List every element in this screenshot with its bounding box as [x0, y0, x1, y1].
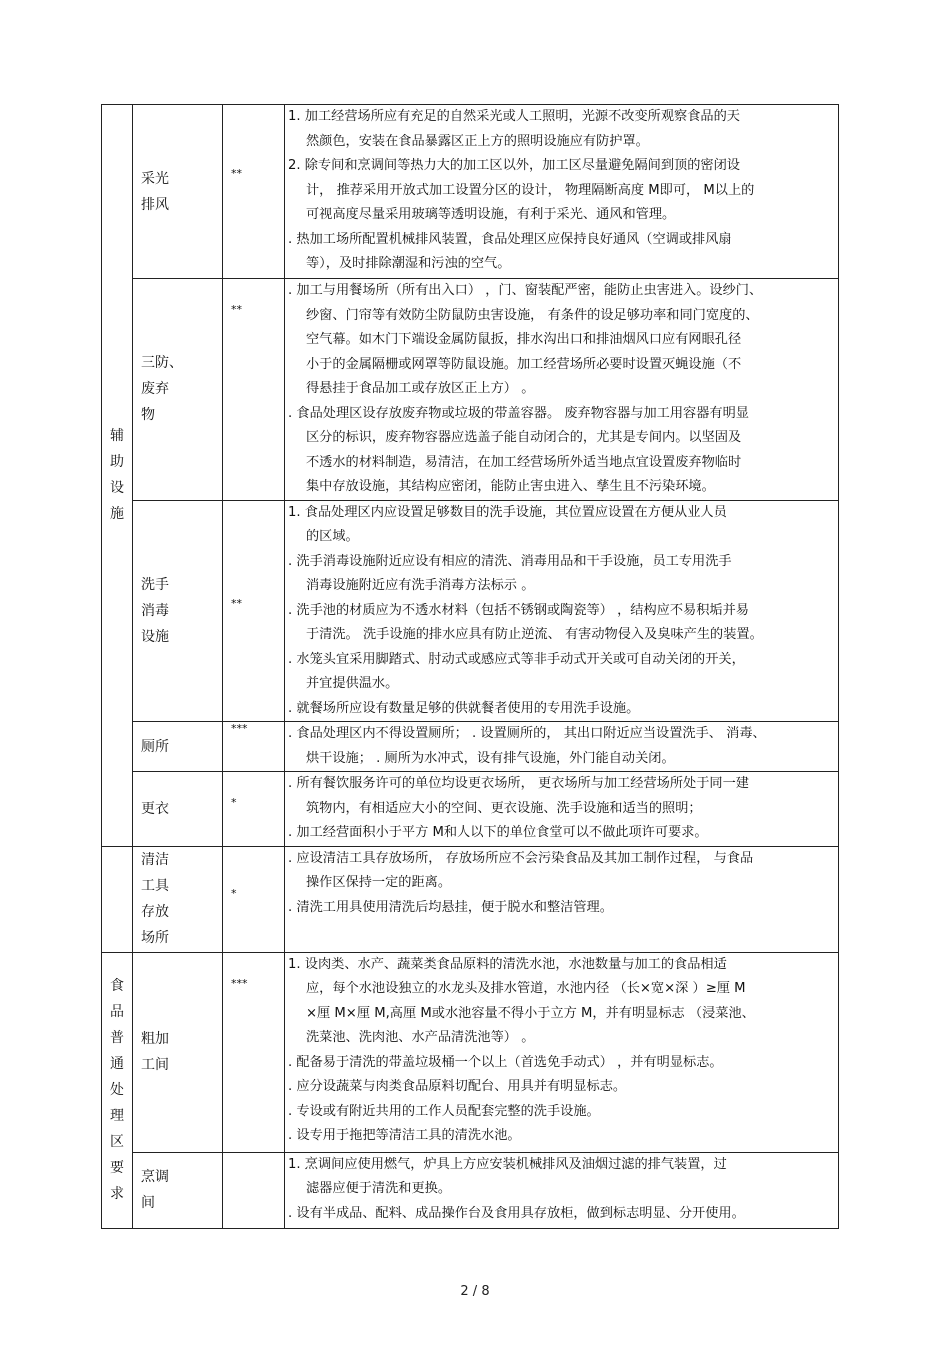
level-stars: * [231, 886, 237, 900]
requirement-line: . 设专用于拖把等清洁工具的清洗水池。 [288, 1128, 521, 1143]
requirement-line: 计， 推荐采用开放式加工设置分区的设计， 物理隔断高度 M即可， M以上的 [306, 182, 755, 198]
requirement-paragraph [285, 599, 834, 648]
level-stars: * [231, 796, 237, 809]
item-name-line: 更衣 [141, 800, 169, 817]
requirement-paragraph [285, 154, 834, 228]
category-char: 食 [110, 978, 124, 994]
requirement-line: 1. 加工经营场所应有充足的自然采光或人工照明，光源不改变所观察食品的天 [288, 109, 740, 124]
item-name-line: 粗加 [141, 1031, 169, 1047]
requirement-line: . 设有半成品、配料、成品操作台及食用具存放柜，做到标志明显、分开使用。 [288, 1205, 745, 1221]
category-char: 普 [110, 1030, 124, 1046]
level-cell [223, 500, 285, 722]
requirement-paragraph [285, 1100, 834, 1125]
requirement-text-cell [285, 952, 839, 1152]
requirement-paragraph [285, 550, 834, 599]
requirement-line: 小于的金属隔栅或网罩等防鼠设施。加工经营场所必要时设置灭蝇设施（不 [306, 356, 742, 372]
requirement-paragraph [285, 648, 834, 697]
item-name-cell [133, 952, 223, 1152]
level-cell [223, 952, 285, 1152]
table-row [102, 772, 839, 847]
requirement-line: 得悬挂于食品加工或存放区正上方） 。 [306, 381, 535, 396]
requirement-paragraph [285, 1075, 834, 1100]
requirement-line: 并宜提供温水。 [306, 676, 399, 691]
requirement-line: 1. 设肉类、水产、蔬菜类食品原料的清洗水池，水池数量与加工的食品相适 [288, 956, 727, 972]
item-name-line: 工间 [141, 1057, 169, 1073]
category-char: 理 [110, 1108, 124, 1124]
requirement-line: 可视高度尽量采用玻璃等透明设施，有利于采光、通风和管理。 [306, 207, 676, 222]
requirement-line: 等），及时排除潮湿和污浊的空气。 [306, 256, 511, 271]
item-name-line: 设施 [141, 628, 169, 645]
requirement-line: 烘干设施； . 厕所为水冲式，设有排气设施，外门能自动关闭。 [306, 750, 675, 766]
requirement-line: . 加工与用餐场所（所有出入口） ，门、窗装配严密，能防止虫害进入。设纱门、 [288, 283, 763, 298]
item-name-cell [133, 279, 223, 501]
requirement-line: . 热加工场所配置机械排风装置，食品处理区应保持良好通风（空调或排风扇 [288, 231, 732, 247]
requirement-line: 的区域。 [306, 529, 359, 544]
requirement-line: 2. 除专间和烹调间等热力大的加工区以外，加工区尽量避免隔间到顶的密闭设 [288, 158, 740, 173]
requirement-line: . 加工经营面积小于平方 M和人以下的单位食堂可以不做此项许可要求。 [288, 825, 708, 840]
requirement-paragraph [285, 1202, 834, 1227]
item-name-line: 三防、 [141, 355, 183, 372]
requirement-line: 区分的标识，废弃物容器应选盖子能自动闭合的，尤其是专间内。以坚固及 [306, 430, 742, 445]
level-stars: ** [231, 596, 242, 610]
requirement-line: . 应分设蔬菜与肉类食品原料切配台、用具并有明显标志。 [288, 1079, 627, 1094]
requirement-line: . 应设清洁工具存放场所， 存放场所应不会污染食品及其加工制作过程， 与食品 [288, 850, 754, 866]
level-stars: ** [231, 303, 242, 316]
requirement-line: . 洗手池的材质应为不透水材料（包括不锈钢或陶瓷等） ，结构应不易积垢并易 [288, 602, 749, 618]
requirement-line: 1. 烹调间应使用燃气，炉具上方应安装机械排风及油烟过滤的排气装置，过 [288, 1156, 727, 1172]
requirement-paragraph [285, 228, 834, 277]
requirement-text-cell [285, 1152, 839, 1228]
item-name-line: 废弃 [141, 381, 169, 398]
level-cell [223, 722, 285, 772]
requirement-line: . 就餐场所应设有数量足够的供就餐者使用的专用洗手设施。 [288, 700, 640, 716]
requirement-line: . 所有餐饮服务许可的单位均设更衣场所， 更衣场所与加工经营场所处于同一建 [288, 776, 749, 791]
item-name-line: 采光 [141, 170, 169, 187]
requirement-text-cell [285, 500, 839, 722]
category-cell [102, 846, 133, 952]
requirements-table [101, 104, 839, 1229]
category-char: 处 [110, 1082, 124, 1098]
item-name-line: 间 [141, 1195, 155, 1211]
requirement-line: . 食品处理区内不得设置厕所； . 设置厕所的， 其出口附近应当设置洗手、 消毒、 [288, 726, 766, 741]
level-stars: ** [231, 167, 242, 180]
item-name-cell [133, 1152, 223, 1228]
table-row [102, 105, 839, 279]
requirement-paragraph [285, 402, 834, 500]
item-name-cell [133, 846, 223, 952]
requirement-paragraph [285, 772, 834, 821]
requirement-line: 空气幕。如木门下端设金属防鼠扳，排水沟出口和排油烟风口应有网眼孔径 [306, 332, 742, 347]
requirement-line: . 食品处理区设存放废弃物或垃圾的带盖容器。 废弃物容器与加工用容器有明显 [288, 405, 749, 421]
category-char: 助 [110, 454, 124, 471]
item-name-line: 清洁 [141, 852, 169, 868]
level-cell [223, 772, 285, 847]
requirement-line: . 水笼头宜采用脚踏式、肘动式或感应式等非手动式开关或可自动关闭的开关， [288, 651, 745, 667]
table-row [102, 952, 839, 1152]
requirement-line: . 清洗工用具使用清洗后均悬挂，便于脱水和整洁管理。 [288, 899, 613, 915]
requirement-text-cell [285, 105, 839, 279]
category-char: 要 [110, 1160, 124, 1176]
category-char: 设 [110, 480, 124, 497]
item-name-cell [133, 772, 223, 847]
requirement-text-cell [285, 772, 839, 847]
item-name-line: 场所 [141, 930, 169, 946]
item-name-line: 消毒 [141, 602, 169, 619]
item-name-line: 排风 [141, 196, 169, 213]
table-row [102, 722, 839, 772]
requirement-line: ×厘 M×厘 M,高厘 M或水池容量不得小于立方 M，并有明显标志 （浸菜池、 [306, 1005, 755, 1021]
requirement-line: 不透水的材料制造，易清洁，在加工经营场所外适当地点宜设置废弃物临时 [306, 454, 742, 470]
requirement-line: 纱窗、门帘等有效防尘防鼠防虫害设施， 有条件的设足够功率和同门宽度的、 [306, 307, 759, 323]
table-row [102, 500, 839, 722]
requirement-line: 于清洗。 洗手设施的排水应具有防止逆流、 有害动物侵入及臭味产生的装置。 [306, 627, 763, 642]
category-char: 求 [110, 1186, 124, 1202]
category-char: 区 [110, 1134, 124, 1150]
page-number: 2 / 8 [460, 1284, 490, 1299]
requirement-paragraph [285, 722, 834, 771]
requirement-line: 消毒设施附近应有洗手消毒方法标示 。 [306, 578, 535, 593]
item-name-cell [133, 500, 223, 722]
table-row [102, 279, 839, 501]
table-row [102, 1152, 839, 1228]
requirement-paragraph [285, 1153, 834, 1202]
level-cell [223, 846, 285, 952]
category-char: 品 [110, 1004, 124, 1020]
requirement-line: 应，每个水池设独立的水龙头及排水管道，水池内径 （长×宽×深 ）≥厘 M [306, 981, 746, 996]
requirement-paragraph [285, 896, 834, 921]
item-name-cell [133, 105, 223, 279]
item-name-line: 存放 [141, 904, 169, 920]
category-char: 施 [110, 506, 124, 523]
requirement-line: . 洗手消毒设施附近应设有相应的清洗、消毒用品和干手设施，员工专用洗手 [288, 553, 732, 569]
requirement-paragraph [285, 105, 834, 154]
requirement-paragraph [285, 279, 834, 402]
requirement-line: 筑物内，有相适应大小的空间、更衣设施、洗手设施和适当的照明； [306, 800, 702, 816]
category-cell [102, 105, 133, 847]
requirement-line: 滤器应便于清洗和更换。 [306, 1181, 452, 1196]
requirement-line: . 配备易于清洗的带盖垃圾桶一个以上（首选免手动式） ，并有明显标志。 [288, 1054, 723, 1070]
level-cell [223, 1152, 285, 1228]
requirement-line: . 专设或有附近共用的工作人员配套完整的洗手设施。 [288, 1103, 600, 1119]
level-stars: *** [231, 722, 248, 735]
requirement-text-cell [285, 722, 839, 772]
requirement-text-cell [285, 279, 839, 501]
item-name-line: 厕所 [141, 738, 169, 755]
requirement-paragraph [285, 697, 834, 722]
requirement-paragraph [285, 501, 834, 550]
requirement-line: 1. 食品处理区内应设置足够数目的洗手设施，其位置应设置在方便从业人员 [288, 504, 727, 520]
requirement-paragraph [285, 847, 834, 896]
requirement-line: 操作区保持一定的距离。 [306, 875, 452, 890]
requirement-paragraph [285, 1051, 834, 1076]
item-name-line: 洗手 [141, 576, 169, 593]
requirement-paragraph [285, 821, 834, 846]
requirement-line: 然颜色，安装在食品暴露区正上方的照明设施应有防护罩。 [306, 133, 649, 149]
item-name-cell [133, 722, 223, 772]
requirement-paragraph [285, 953, 834, 1051]
table-row [102, 846, 839, 952]
item-name-line: 工具 [141, 878, 169, 894]
requirement-line: 集中存放设施，其结构应密闭，能防止害虫进入、孳生且不污染环境。 [306, 479, 715, 494]
level-stars: *** [231, 976, 248, 990]
category-char: 辅 [110, 428, 124, 445]
requirement-text-cell [285, 846, 839, 952]
level-cell [223, 105, 285, 279]
item-name-line: 物 [141, 407, 155, 424]
requirement-paragraph [285, 1124, 834, 1149]
requirement-line: 洗菜池、洗肉池、水产品清洗池等） 。 [306, 1030, 535, 1045]
category-cell [102, 952, 133, 1228]
item-name-line: 烹调 [141, 1169, 169, 1185]
level-cell [223, 279, 285, 501]
category-char: 通 [110, 1056, 124, 1072]
